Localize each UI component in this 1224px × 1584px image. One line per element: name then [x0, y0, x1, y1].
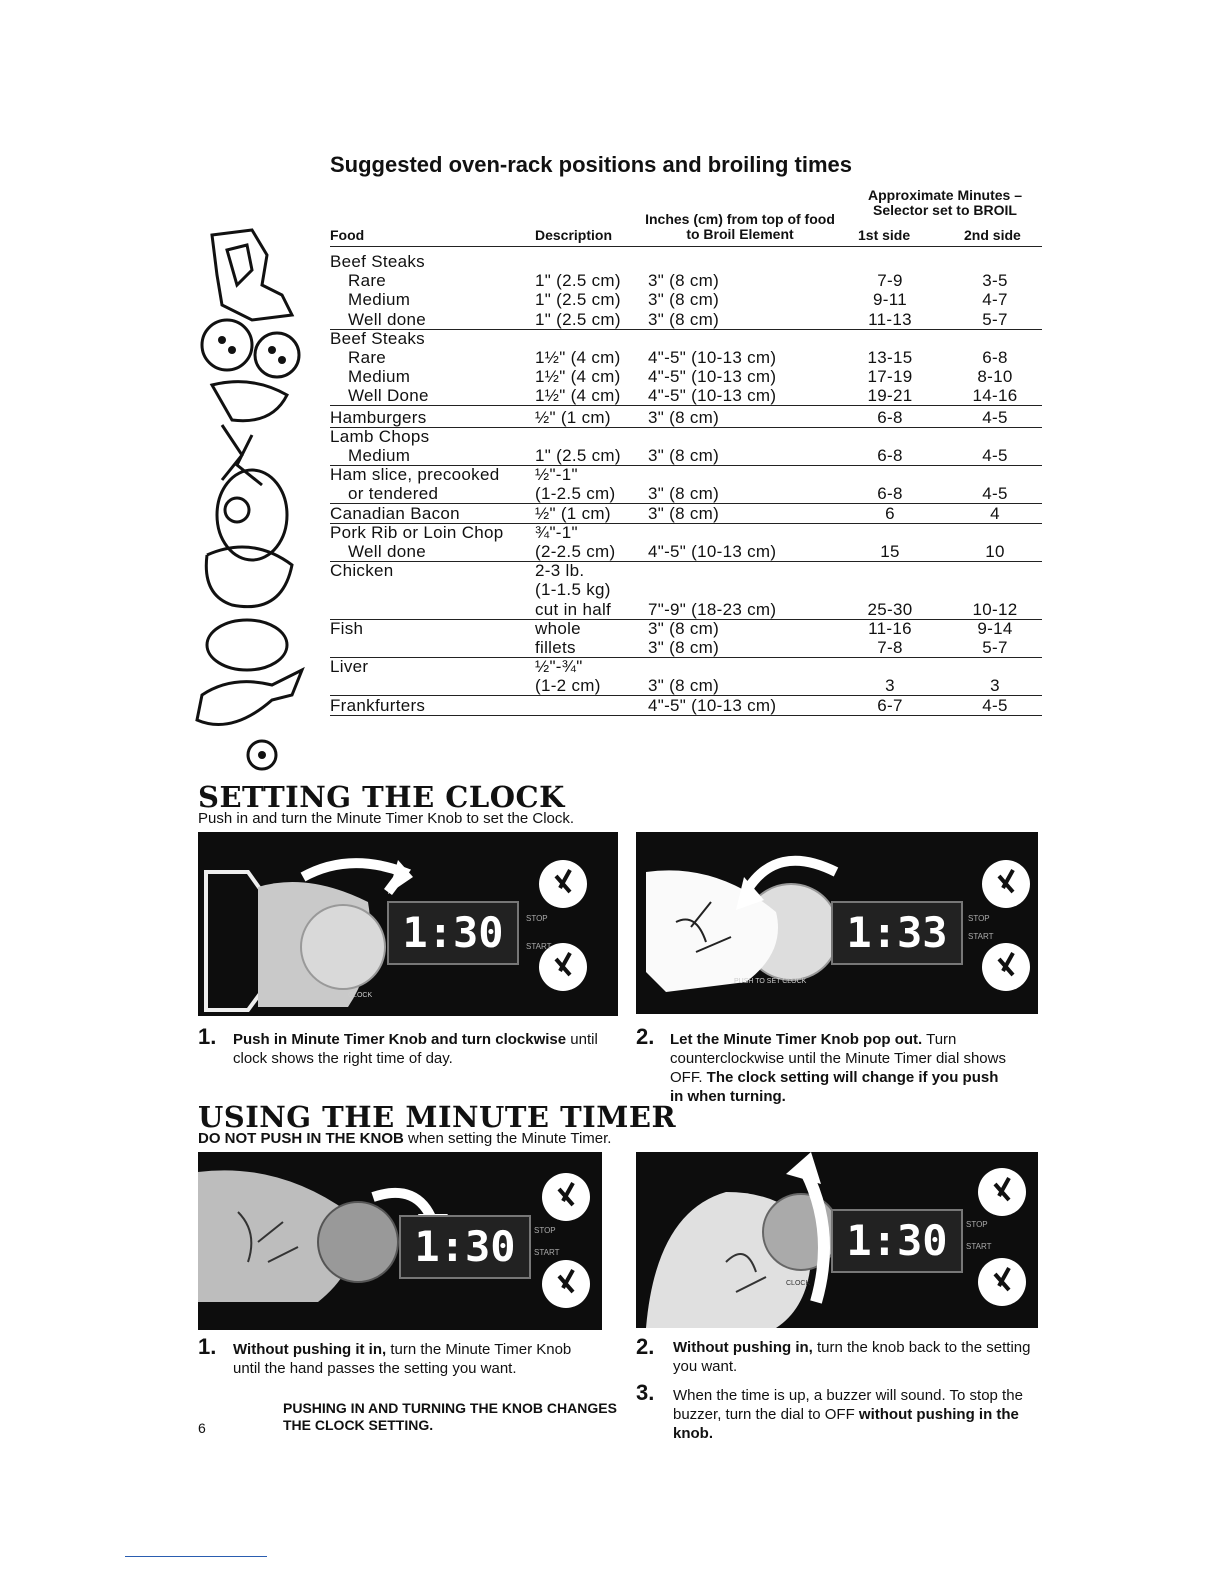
table-cell-desc: 1" (2.5 cm)	[535, 309, 621, 329]
table-cell-food: Liver	[330, 657, 369, 677]
header-rule	[330, 246, 1042, 247]
table-cell-food: Well done	[348, 542, 426, 561]
table-cell-food: Pork Rib or Loin Chop	[330, 522, 504, 542]
table-cell-first: 19-21	[867, 386, 913, 406]
table-cell-food: Beef Steaks	[330, 252, 425, 271]
table-cell-first: 13-15	[867, 348, 913, 367]
table-cell-second: 10-12	[972, 599, 1018, 619]
table-cell-first: 17-19	[867, 367, 913, 387]
table-cell-second: 6-8	[982, 348, 1008, 367]
header-food: Food	[330, 227, 365, 243]
minute-timer-title: USING THE MINUTE TIMER	[198, 1100, 677, 1134]
table-cell-second: 4-5	[982, 407, 1008, 427]
table-cell-food: Medium	[348, 446, 411, 465]
table-cell-inches: 3" (8 cm)	[648, 503, 720, 523]
table-cell-food: Rare	[348, 348, 387, 367]
start-label-2: START	[968, 932, 994, 941]
setting-clock-subtitle: Push in and turn the Minute Timer Knob to set the Clock.	[198, 810, 575, 827]
table-cell-desc: (1-2 cm)	[535, 676, 601, 696]
clock-step-1	[233, 1030, 603, 1068]
header-inches: Inches (cm) from top of food to Broil Element	[645, 211, 835, 242]
table-cell-inches: 4"-5" (10-13 cm)	[648, 695, 777, 715]
table-cell-first: 6-8	[877, 407, 903, 427]
table-cell-food: Frankfurters	[330, 695, 426, 715]
timer-step-3-number: 3.	[636, 1380, 655, 1405]
table-cell-first: 6-7	[877, 695, 903, 715]
table-cell-second: 3-5	[982, 271, 1008, 291]
table-cell-desc: ½"-¾"	[535, 657, 583, 677]
row-rule	[330, 427, 1042, 428]
setting-clock-title: SETTING THE CLOCK	[198, 780, 565, 814]
minute-timer-subtitle-text: when setting the Minute Timer.	[403, 1130, 612, 1147]
table-cell-first: 3	[885, 676, 895, 696]
clock-step-1-number: 1.	[198, 1024, 217, 1049]
timer-step-3	[673, 1386, 1033, 1443]
timer-panel-2	[636, 1152, 1038, 1328]
start-label-1: START	[526, 942, 552, 951]
table-title: Suggested oven-rack positions and broiling times	[330, 152, 852, 177]
table-cell-first: 7-8	[877, 638, 903, 657]
header-first-side: 1st side	[858, 227, 911, 243]
timer-step-2-text: turn the knob back to the setting you want.	[673, 1339, 1031, 1375]
table-cell-desc: 1" (2.5 cm)	[535, 446, 621, 465]
table-cell-second: 9-14	[977, 618, 1013, 638]
table-cell-desc: whole	[535, 618, 581, 638]
table-cell-second: 4-5	[982, 695, 1008, 715]
timer-step-1-bold: Without pushing it in,	[233, 1341, 387, 1358]
knob-label-4: CLOCK	[786, 1280, 811, 1287]
table-cell-second: 3	[990, 676, 1000, 696]
table-cell-desc: 2-3 lb.	[535, 561, 585, 581]
footer-rule	[125, 1556, 267, 1557]
knob-label-1: CLOCK	[348, 992, 373, 999]
timer-display-2: 1:30	[846, 1216, 948, 1265]
timer-panel-1	[198, 1152, 602, 1330]
table-cell-inches: 4"-5" (10-13 cm)	[648, 542, 777, 561]
table-cell-inches: 3" (8 cm)	[648, 446, 720, 465]
table-cell-desc: (1-2.5 cm)	[535, 484, 616, 504]
table-cell-desc: (1-1.5 kg)	[535, 580, 611, 600]
table-cell-inches: 4"-5" (10-13 cm)	[648, 386, 777, 406]
minute-timer-subtitle	[198, 1130, 611, 1147]
stop-label-3: STOP	[534, 1226, 556, 1235]
table-cell-second: 4-5	[982, 484, 1008, 504]
clock-step-2-bold: Let the Minute Timer Knob pop out.	[670, 1031, 923, 1048]
table-cell-first: 6	[885, 503, 895, 523]
timer-step-3-bold: without pushing in the knob.	[673, 1406, 1019, 1442]
clock-step-1-bold: Push in Minute Timer Knob and turn clockwise	[233, 1031, 567, 1048]
table-cell-inches: 3" (8 cm)	[648, 290, 720, 310]
table-cell-second: 5-7	[982, 309, 1008, 329]
table-cell-first: 11-16	[868, 618, 912, 638]
table-cell-food: or tendered	[348, 484, 439, 504]
table-cell-first: 6-8	[877, 446, 903, 465]
timer-display-1: 1:30	[414, 1222, 516, 1271]
start-label-3: START	[534, 1248, 560, 1257]
stop-label-2: STOP	[968, 914, 990, 923]
table-cell-food: Fish	[330, 618, 364, 638]
table-cell-desc: ½"-1"	[535, 465, 578, 485]
clock-panel-1	[198, 832, 618, 1016]
table-cell-desc: ¾"-1"	[535, 522, 578, 542]
table-cell-second: 5-7	[982, 638, 1008, 657]
stop-label-4: STOP	[966, 1220, 988, 1229]
table-cell-desc: ½" (1 cm)	[535, 503, 611, 523]
table-cell-desc: 1" (2.5 cm)	[535, 271, 621, 291]
header-approx-minutes: Approximate Minutes – Selector set to BROIL	[867, 187, 1023, 218]
table-cell-inches: 3" (8 cm)	[648, 271, 720, 291]
table-cell-inches: 7"-9" (18-23 cm)	[648, 599, 777, 619]
table-cell-inches: 4"-5" (10-13 cm)	[648, 367, 777, 387]
table-cell-second: 14-16	[972, 386, 1018, 406]
table-cell-desc: 1" (2.5 cm)	[535, 290, 621, 310]
table-cell-inches: 3" (8 cm)	[648, 676, 720, 696]
timer-step-2-bold: Without pushing in,	[673, 1339, 813, 1356]
table-cell-food: Rare	[348, 271, 387, 291]
clock-step-2-bold2: The clock setting will change if you push in when turning.	[670, 1069, 999, 1105]
table-cell-first: 7-9	[877, 271, 903, 291]
table-cell-food: Chicken	[330, 561, 394, 581]
timer-step-1-note: PUSHING IN AND TURNING THE KNOB CHANGES THE CLOCK SETTING.	[283, 1400, 617, 1433]
table-cell-food: Beef Steaks	[330, 328, 425, 348]
timer-step-1-text: turn the Minute Timer Knob until the hand passes the setting you want.	[233, 1341, 572, 1377]
table-cell-inches: 4"-5" (10-13 cm)	[648, 348, 777, 367]
row-rule	[330, 715, 1042, 716]
row-rule	[330, 561, 1042, 562]
table-cell-inches: 3" (8 cm)	[648, 618, 720, 638]
start-label-4: START	[966, 1242, 992, 1251]
table-cell-desc: ½" (1 cm)	[535, 407, 611, 427]
table-cell-second: 4-7	[982, 290, 1008, 310]
table-cell-second: 8-10	[977, 367, 1013, 387]
timer-step-1-number: 1.	[198, 1334, 217, 1359]
table-cell-desc: 1½" (4 cm)	[535, 386, 621, 406]
table-cell-first: 15	[880, 542, 900, 561]
table-cell-desc: fillets	[535, 638, 576, 657]
table-cell-first: 25-30	[867, 599, 913, 619]
food-illustration	[192, 225, 312, 775]
table-cell-desc: (2-2.5 cm)	[535, 542, 616, 561]
table-cell-inches: 3" (8 cm)	[648, 309, 720, 329]
clock-display-2: 1:33	[846, 908, 948, 957]
row-rule	[330, 329, 1042, 330]
table-cell-second: 10	[985, 542, 1005, 561]
table-cell-first: 6-8	[877, 484, 903, 504]
page-number: 6	[198, 1420, 206, 1436]
table-cell-desc: cut in half	[535, 599, 612, 619]
table-cell-inches: 3" (8 cm)	[648, 638, 720, 657]
minute-timer-subtitle-bold: DO NOT PUSH IN THE KNOB	[198, 1130, 404, 1147]
timer-step-1	[233, 1340, 573, 1378]
table-cell-food: Well Done	[348, 386, 429, 406]
table-cell-second: 4	[990, 503, 1000, 523]
table-cell-food: Hamburgers	[330, 407, 427, 427]
table-cell-first: 9-11	[873, 290, 907, 310]
table-cell-food: Lamb Chops	[330, 426, 430, 446]
table-cell-desc: 1½" (4 cm)	[535, 348, 621, 367]
clock-step-2-text: Turn counterclockwise until the Minute Timer dial shows OFF.	[670, 1031, 1006, 1086]
stop-label-1: STOP	[526, 914, 548, 923]
timer-step-2-number: 2.	[636, 1334, 655, 1359]
row-rule	[330, 657, 1042, 658]
header-second-side: 2nd side	[964, 227, 1021, 243]
clock-display-1: 1:30	[402, 908, 504, 957]
table-cell-inches: 3" (8 cm)	[648, 407, 720, 427]
table-cell-first: 11-13	[868, 309, 912, 329]
table-cell-inches: 3" (8 cm)	[648, 484, 720, 504]
timer-step-3-text: When the time is up, a buzzer will sound. To stop the buzzer, turn the dial to OFF	[673, 1387, 1023, 1423]
table-cell-food: Canadian Bacon	[330, 503, 460, 523]
clock-step-2	[670, 1030, 1015, 1106]
table-cell-food: Medium	[348, 367, 411, 387]
knob-label-2: PUSH TO SET CLOCK	[734, 978, 807, 985]
table-cell-food: Ham slice, precooked	[330, 465, 500, 485]
row-rule	[330, 405, 1042, 406]
header-description: Description	[535, 227, 613, 243]
table-cell-desc: 1½" (4 cm)	[535, 367, 621, 387]
table-cell-food: Well done	[348, 309, 426, 329]
timer-step-2	[673, 1338, 1033, 1376]
clock-panel-2	[636, 832, 1038, 1014]
table-cell-second: 4-5	[982, 446, 1008, 465]
clock-step-2-number: 2.	[636, 1024, 655, 1049]
clock-step-1-text: until clock shows the right time of day.	[233, 1031, 598, 1067]
table-cell-food: Medium	[348, 290, 411, 310]
